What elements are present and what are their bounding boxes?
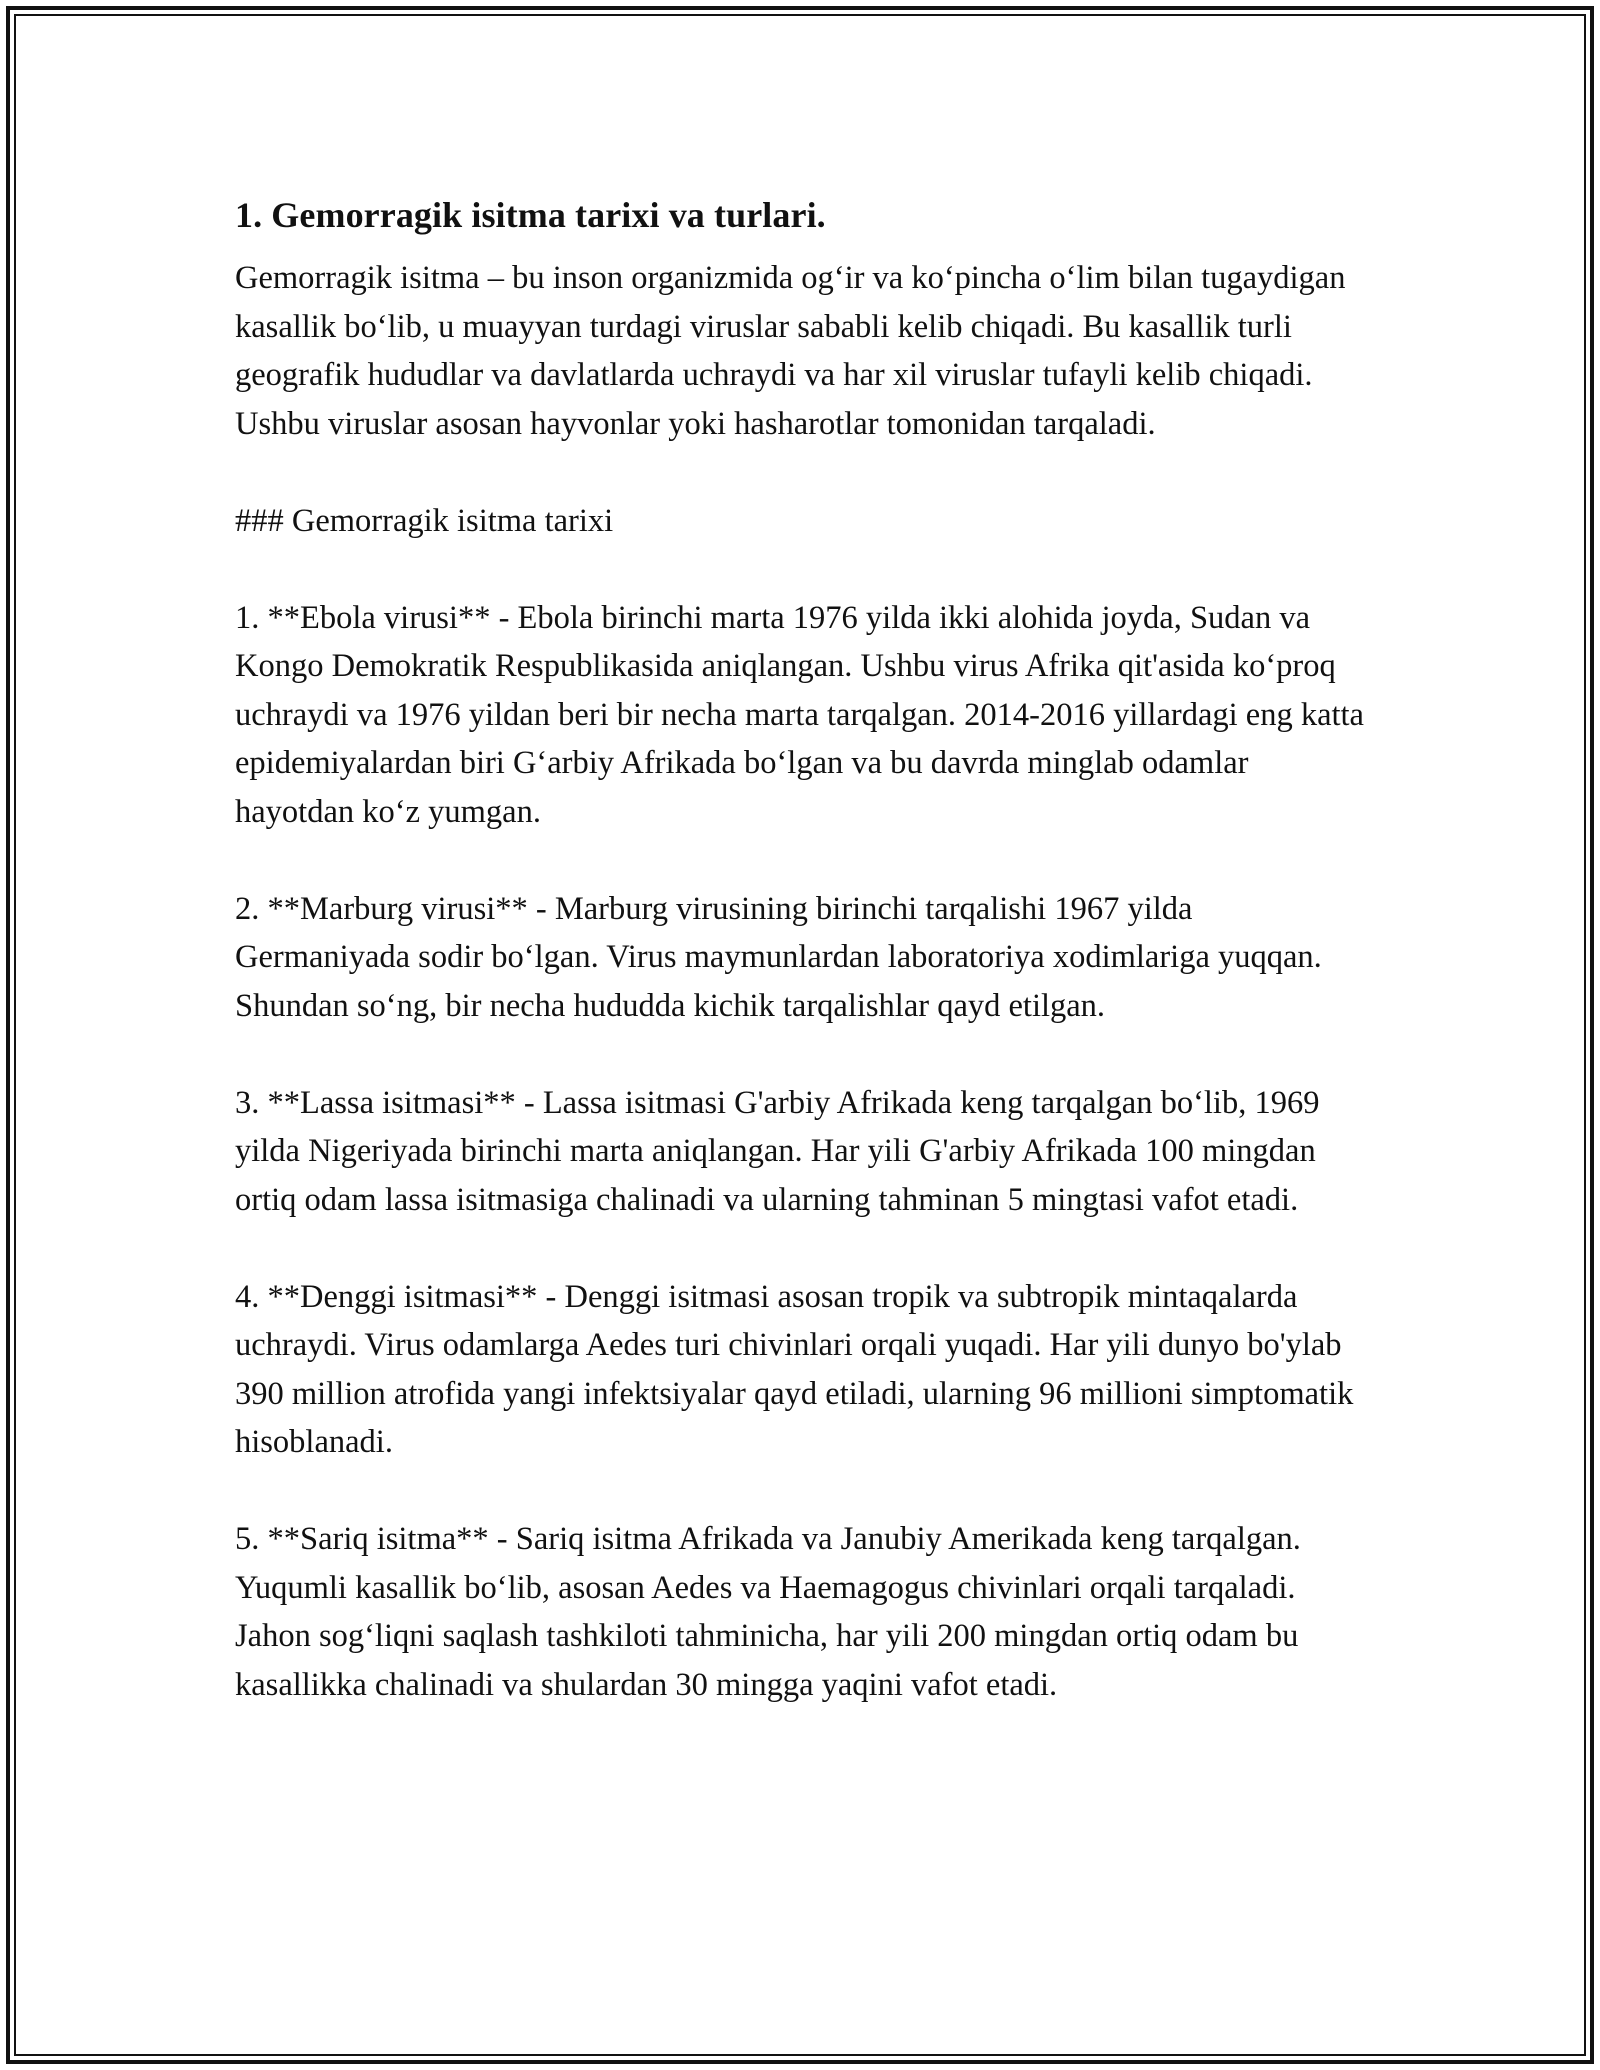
section-heading: 1. Gemorragik isitma tarixi va turlari. [235, 195, 826, 235]
list-item-sariq: 5. **Sariq isitma** - Sariq isitma Afrikada va Janubiy Amerikada keng tarqalgan. Yuqumli kasallik bo‘lib, asosan Aedes va Haemagogus chivinlari orqali tarqaladi. Jahon sog‘liqni saqlash tashkiloti tahminicha, har yili 200 mingdan ortiq odam bu kasallikka chalinadi va shulardan 30 mingga yaqini vafot etadi. [235, 1521, 1301, 1703]
list-item-lassa: 3. **Lassa isitmasi** - Lassa isitmasi G'arbiy Afrikada keng tarqalgan bo‘lib, 1969 yilda Nigeriyada birinchi marta aniqlangan. Har yili G'arbiy Afrikada 100 mingdan ortiq odam lassa isitmasiga chalinadi va ularning tahminan 5 mingtasi vafot etadi. [235, 1084, 1320, 1218]
list-item-denggi: 4. **Denggi isitmasi** - Denggi isitmasi asosan tropik va subtropik mintaqalarda uchraydi. Virus odamlarga Aedes turi chivinlari orqali yuqadi. Har yili dunyo bo'ylab 390 million atrofida yangi infektsiyalar qayd etiladi, ularning 96 millioni simptomatik hisoblanadi. [235, 1278, 1354, 1460]
subsection-heading: ### Gemorragik isitma tarixi [235, 502, 614, 539]
list-item-ebola: 1. **Ebola virusi** - Ebola birinchi marta 1976 yilda ikki alohida joyda, Sudan va Kongo Demokratik Respublikasida aniqlangan. Ushbu virus Afrika qit'asida ko‘proq uchraydi va 1976 yildan beri bir necha marta tarqalgan. 2014-2016 yillardagi eng katta epidemiyalardan biri G‘arbiy Afrikada bo‘lgan va bu davrda minglab odamlar hayotdan ko‘z yumgan. [235, 599, 1364, 830]
intro-paragraph: Gemorragik isitma – bu inson organizmida og‘ir va ko‘pincha o‘lim bilan tugaydigan kasallik bo‘lib, u muayyan turdagi viruslar sababli kelib chiqadi. Bu kasallik turli geografik hududlar va davlatlarda uchraydi va har xil viruslar tufayli kelib chiqadi. Ushbu viruslar asosan hayvonlar yoki hasharotlar tomonidan tarqaladi. [235, 260, 1346, 442]
document-body [235, 186, 1365, 1709]
list-item-marburg: 2. **Marburg virusi** - Marburg virusining birinchi tarqalishi 1967 yilda Germaniyada sodir bo‘lgan. Virus maymunlardan laboratoriya xodimlariga yuqqan. Shundan so‘ng, bir necha hududda kichik tarqalishlar qayd etilgan. [235, 890, 1322, 1024]
